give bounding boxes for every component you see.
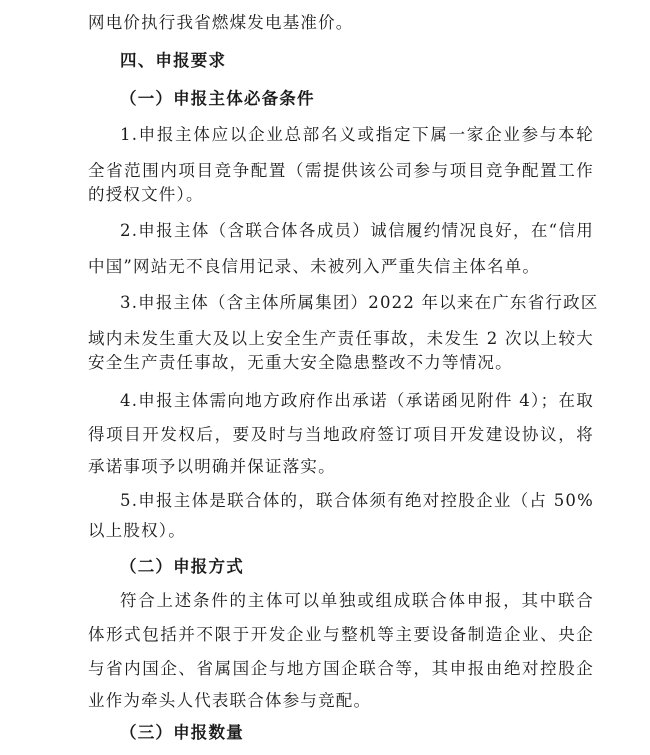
text-line: 1.申报主体应以企业总部名义或指定下属一家企业参与本轮 — [120, 125, 594, 144]
subsection-heading: （一）申报主体必备条件 — [120, 89, 315, 108]
text-line: 以上股权）。 — [88, 521, 186, 540]
text-line: 业作为牵头人代表联合体参与竞配。 — [88, 691, 372, 710]
text-line: 3.申报主体（含主体所属集团）2022 年以来在广东省行政区 — [120, 293, 599, 312]
text-line: 网电价执行我省燃煤发电基准价。 — [88, 13, 354, 32]
text-line: 中国”网站无不良信用记录、未被列入严重失信主体名单。 — [88, 257, 541, 276]
text-line: 与省内国企、省属国企与地方国企联合等，其申报由绝对控股企 — [88, 659, 594, 678]
text-line: 体形式包括并不限于开发企业与整机等主要设备制造企业、央企 — [88, 625, 594, 644]
text-line: 符合上述条件的主体可以单独或组成联合体申报，其中联合 — [120, 591, 594, 610]
text-line: 4.申报主体需向地方政府作出承诺（承诺函见附件 4）；在取 — [120, 391, 594, 410]
section-heading: 四、申报要求 — [120, 51, 227, 70]
text-line: 安全生产责任事故，无重大安全隐患整改不力等情况。 — [88, 353, 513, 372]
subsection-heading: （二）申报方式 — [120, 557, 244, 576]
text-line: 域内未发生重大及以上安全生产责任事故，未发生 2 次以上较大 — [88, 329, 594, 348]
subsection-heading: （三）申报数量 — [120, 723, 244, 742]
text-line: 全省范围内项目竞争配置（需提供该公司参与项目竞争配置工作 — [88, 161, 594, 180]
text-line: 承诺事项予以明确并保证落实。 — [88, 457, 336, 476]
text-line: 5.申报主体是联合体的，联合体须有绝对控股企业（占 50% — [120, 491, 594, 510]
text-line: 的授权文件）。 — [88, 185, 204, 204]
text-line: 得项目开发权后，要及时与当地政府签订项目开发建设协议，将 — [88, 425, 594, 444]
text-line: 2.申报主体（含联合体各成员）诚信履约情况良好，在“信用 — [120, 221, 594, 240]
